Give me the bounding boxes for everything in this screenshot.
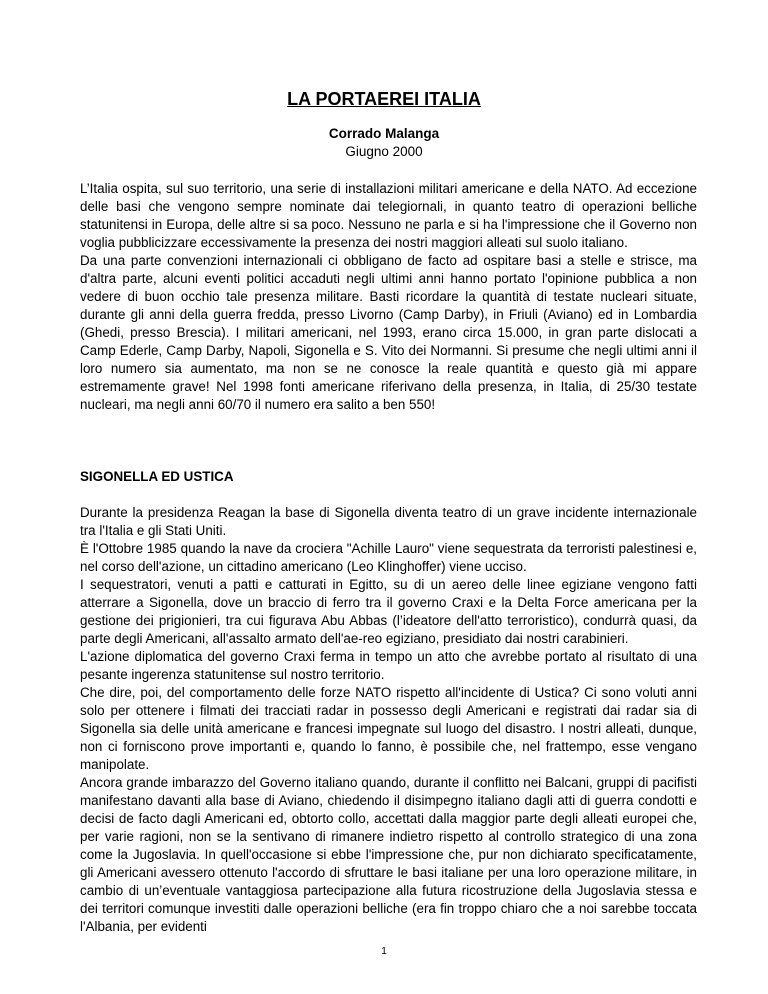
section-paragraph: È l'Ottobre 1985 quando la nave da crociera "Achille Lauro" viene sequestrata da terroristi palestinesi e, nel corso dell'azione, un cittadino americano (Leo Klinghoffer) viene ucciso. <box>80 541 697 574</box>
section-body <box>80 504 697 936</box>
intro-paragraph: Da una parte convenzioni internazionali ci obbligano de facto ad ospitare basi a stelle e strisce, ma d'altra parte, alcuni eventi politici accaduti negli ultimi anni hanno portato l'opinione pubblica a non vedere di buon occhio tale presenza militare. Basti ricordare la quantità di testate nucleari situate, durante gli anni della guerra fredda, presso Livorno (Camp Darby), in Friuli (Aviano) ed in Lombardia (Ghedi, presso Brescia). I militari americani, nel 1993, erano circa 15.000, in gran parte dislocati a Camp Ederle, Camp Darby, Napoli, Sigonella e S. Vito dei Normanni. Si presume che negli ultimi anni il loro numero sia aumentato, ma non se ne conosce la reale quantità e questo già mi appare estremamente grave! Nel 1998 fonti americane riferivano della presenza, in Italia, di 25/30 testate nucleari, ma negli anni 60/70 il numero era salito a ben 550! <box>80 253 697 412</box>
publication-date: Giugno 2000 <box>345 144 423 159</box>
section-paragraph: Che dire, poi, del comportamento delle forze NATO rispetto all'incidente di Ustica? Ci sono voluti anni solo per ottenere i filmati dei tracciati radar in possesso degli Americani e registrati dai radar sia di Sigonella sia delle unità americane e francesi impegnate sul luogo del disastro. I nostri alleati, dunque, non ci forniscono prove importanti e, quando lo fanno, è possibile che, nel frattempo, esse vengano manipolate. <box>80 685 697 772</box>
document-title: LA PORTAEREI ITALIA <box>287 89 481 109</box>
intro-section <box>80 180 697 414</box>
section-paragraph: L'azione diplomatica del governo Craxi ferma in tempo un atto che avrebbe portato al risultato di una pesante ingerenza statunitense sul nostro territorio. <box>80 649 697 682</box>
page-number: 1 <box>381 946 387 957</box>
section-paragraph: I sequestratori, venuti a patti e catturati in Egitto, su di un aereo delle linee egiziane vengono fatti atterrare a Sigonella, dove un braccio di ferro tra il governo Craxi e la Delta Force americana per la gestione dei prigionieri, tra cui figurava Abu Abbas (l’ideatore dell'atto terroristico), condurrà quasi, da parte degli Americani, all'assalto armato dell'ae-reo egiziano, presidiato dai nostri carabinieri. <box>80 577 697 646</box>
section-heading: SIGONELLA ED USTICA <box>80 469 234 484</box>
section-paragraph: Durante la presidenza Reagan la base di Sigonella diventa teatro di un grave incidente internazionale tra l'Italia e gli Stati Uniti. <box>80 505 697 538</box>
section-paragraph: Ancora grande imbarazzo del Governo italiano quando, durante il conflitto nei Balcani, gruppi di pacifisti manifestano davanti alla base di Aviano, chiedendo il disimpegno italiano dagli atti di guerra condotti e decisi de facto dagli Americani ed, obtorto collo, accettati dalla maggior parte degli alleati europei che, per varie ragioni, non se la sentivano di rimanere indietro rispetto al controllo strategico di una zona come la Jugoslavia. In quell'occasione si ebbe l'impressione che, pur non dichiarato specificatamente, gli Americani avessero ottenuto l'accordo di sfruttare le basi italiane per una loro operazione militare, in cambio di un’eventuale vantaggiosa partecipazione alla futura ricostruzione della Jugoslavia stessa e dei territori comunque investiti dalle operazioni belliche (era fin troppo chiaro che a noi sarebbe toccata l'Albania, per evidenti <box>80 775 697 934</box>
intro-paragraph: L’Italia ospita, sul suo territorio, una serie di installazioni militari americane e della NATO. Ad eccezione delle basi che vengono sempre nominate dai telegiornali, in quanto teatro di operazioni belliche statunitensi in Europa, delle altre si sa poco. Nessuno ne parla e si ha l'impressione che il Governo non voglia pubblicizzare eccessivamente la presenza dei nostri maggiori alleati sul suolo italiano. <box>80 181 697 250</box>
author-name: Corrado Malanga <box>328 126 440 141</box>
